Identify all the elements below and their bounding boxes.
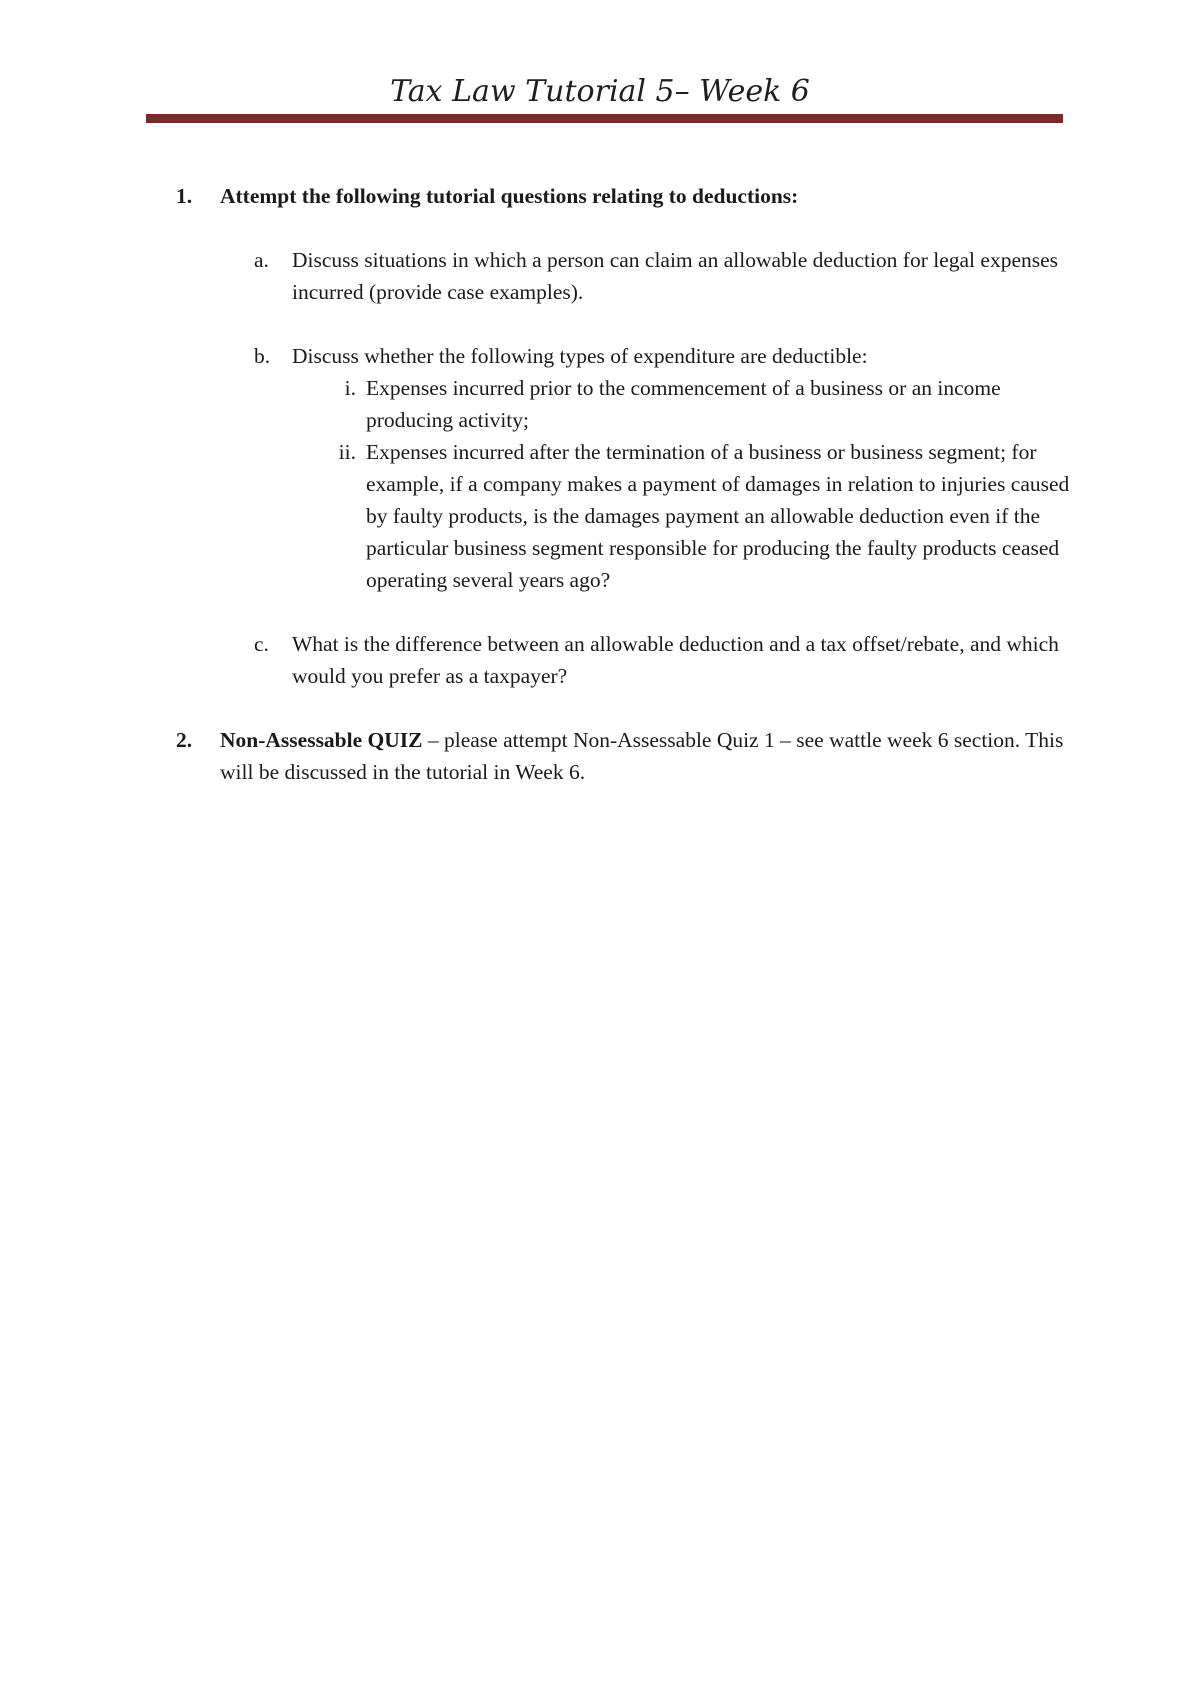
roman-item-text: Expenses incurred after the termination of a business or business segment; for example, if a company makes a payment of damages in relation to injuries caused by faulty products, is the damages payment an allowable deduction even if the particular business segment responsible for producing the faulty products ceased operating several years ago? [366, 440, 1070, 592]
question-number: 2. [176, 728, 193, 752]
subquestion-letter: b. [254, 344, 271, 368]
subquestion-a [176, 244, 1076, 308]
document-body [176, 180, 1076, 788]
subquestion-letter: c. [254, 632, 269, 656]
question-1 [176, 180, 1076, 212]
roman-item-ii [176, 436, 1076, 596]
subquestion-text: Discuss situations in which a person can claim an allowable deduction for legal expenses incurred (provide case examples). [292, 248, 1059, 304]
subquestion-text: Discuss whether the following types of expenditure are deductible: [292, 344, 868, 368]
subquestion-text: What is the difference between an allowable deduction and a tax offset/rebate, and which would you prefer as a taxpayer? [292, 632, 1059, 688]
question-2 [176, 724, 1076, 788]
roman-numeral: i. [344, 376, 356, 400]
header-divider [146, 114, 1063, 123]
subquestion-c [176, 628, 1076, 692]
subquestion-b [176, 340, 1076, 372]
question-text: – please attempt Non-Assessable Quiz 1 – see wattle week 6 section. This will be discussed in the tutorial in Week 6. [220, 728, 1064, 784]
roman-item-text: Expenses incurred prior to the commencement of a business or an income producing activity; [366, 376, 1001, 432]
roman-item-i [176, 372, 1076, 436]
quiz-title: Non-Assessable QUIZ [220, 728, 423, 752]
page-title: Tax Law Tutorial 5– Week 6 [390, 74, 810, 109]
subquestion-letter: a. [254, 248, 269, 272]
question-number: 1. [176, 184, 193, 208]
roman-numeral: ii. [338, 440, 356, 464]
question-text: Attempt the following tutorial questions relating to deductions: [220, 184, 799, 208]
